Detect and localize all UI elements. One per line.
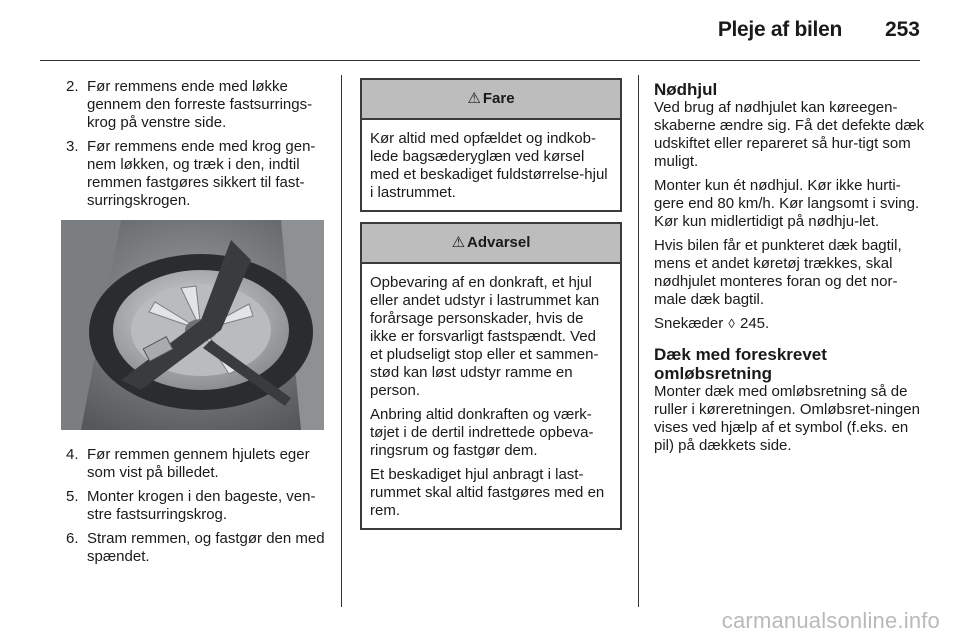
list-item: [60, 530, 330, 566]
header-divider: [40, 60, 920, 61]
step-text: Før remmens ende med krog gen-nem løkken, og træk i den, indtil remmen fastgøres sikkert til fast-surringskrogen.: [87, 138, 316, 209]
warning-triangle-icon: ⚠: [451, 234, 466, 251]
paragraph: Ved brug af nødhjulet kan køreegen-skaberne ændre sig. Få det defekte dæk udskiftet eller repareret så hur-tigt som muligt.: [654, 99, 925, 170]
column-middle: [360, 78, 622, 540]
warning-box-body: [362, 264, 620, 528]
column-right: [654, 78, 926, 461]
steps-list-top: [60, 78, 330, 210]
reference-arrow-icon: ◊: [728, 316, 735, 331]
warning-text: Et beskadiget hjul anbragt i last-rummet skal altid fastgøres med en rem.: [370, 466, 605, 519]
warning-box-header: [362, 224, 620, 264]
cross-reference[interactable]: [654, 315, 926, 333]
cross-reference-page[interactable]: 245.: [740, 315, 770, 332]
warning-text: Anbring altid donkraften og værk-tøjet i de dertil indrettede opbeva-ringsrum og fastgør dem.: [370, 406, 594, 459]
directional-tyres-heading: Dæk med foreskrevet omløbsretning: [654, 345, 827, 383]
danger-box-body: [362, 120, 620, 210]
steps-list-bottom: [60, 446, 330, 566]
spare-wheel-strap-photo: [61, 220, 324, 430]
list-item: [60, 78, 330, 132]
list-item: [60, 138, 330, 210]
column-divider-2: [638, 75, 639, 607]
page-number: 253: [884, 18, 920, 41]
list-item: [60, 488, 330, 524]
spare-wheel-heading: Nødhjul: [654, 80, 718, 99]
cross-reference-label: Snekæder: [654, 315, 724, 332]
column-divider-1: [341, 75, 342, 607]
step-text: Monter krogen i den bageste, ven-stre fastsurringskrog.: [87, 488, 316, 523]
step-text: Før remmen gennem hjulets eger som vist på billedet.: [87, 446, 310, 481]
step-number: 4.: [66, 446, 79, 463]
column-left: [60, 78, 330, 572]
step-number: 6.: [66, 530, 79, 547]
paragraph: Monter kun ét nødhjul. Kør ikke hurti-gere end 80 km/h. Kør langsomt i sving. Kør kun midlertidigt på nødhju-let.: [654, 177, 920, 230]
list-item: [60, 446, 330, 482]
spare-wheel-strap-illustration: [61, 220, 324, 430]
paragraph: Hvis bilen får et punkteret dæk bagtil, mens et andet køretøj trækkes, skal nødhjulet monteres foran og det nor-male dæk bagtil.: [654, 237, 902, 308]
step-number: 5.: [66, 488, 79, 505]
paragraph: Monter dæk med omløbsretning så de ruller i køreretningen. Omløbsret-ningen vises ved hjælp af et symbol (f.eks. en pil) på dækkets side.: [654, 383, 920, 454]
warning-text: Opbevaring af en donkraft, et hjul eller andet udstyr i lastrummet kan forårsage personskader, hvis de ikke er forsvarligt fastspændt. Ved et pludseligt stop eller et sammen-stød kan løst udstyr ramme en person.: [370, 274, 600, 399]
page-header: [0, 0, 960, 62]
step-number: 3.: [66, 138, 79, 155]
danger-box-title: Fare: [482, 90, 515, 107]
page-title: Pleje af bilen: [717, 18, 842, 41]
step-number: 2.: [66, 78, 79, 95]
step-text: Stram remmen, og fastgør den med spændet.: [87, 530, 325, 565]
danger-box: [360, 78, 622, 212]
watermark: carmanualsonline.info: [721, 608, 940, 633]
warning-box: [360, 222, 622, 530]
warning-triangle-icon: ⚠: [467, 90, 481, 107]
step-text: Før remmens ende med løkke gennem den forreste fastsurrings-krog på venstre side.: [87, 78, 313, 131]
danger-box-header: [362, 80, 620, 120]
warning-box-title: Advarsel: [467, 234, 531, 251]
danger-text: Kør altid med opfældet og indkob-lede bagsæderyglæn ved kørsel med et beskadiget fuldstørrelse-hjul i lastrummet.: [370, 130, 608, 201]
